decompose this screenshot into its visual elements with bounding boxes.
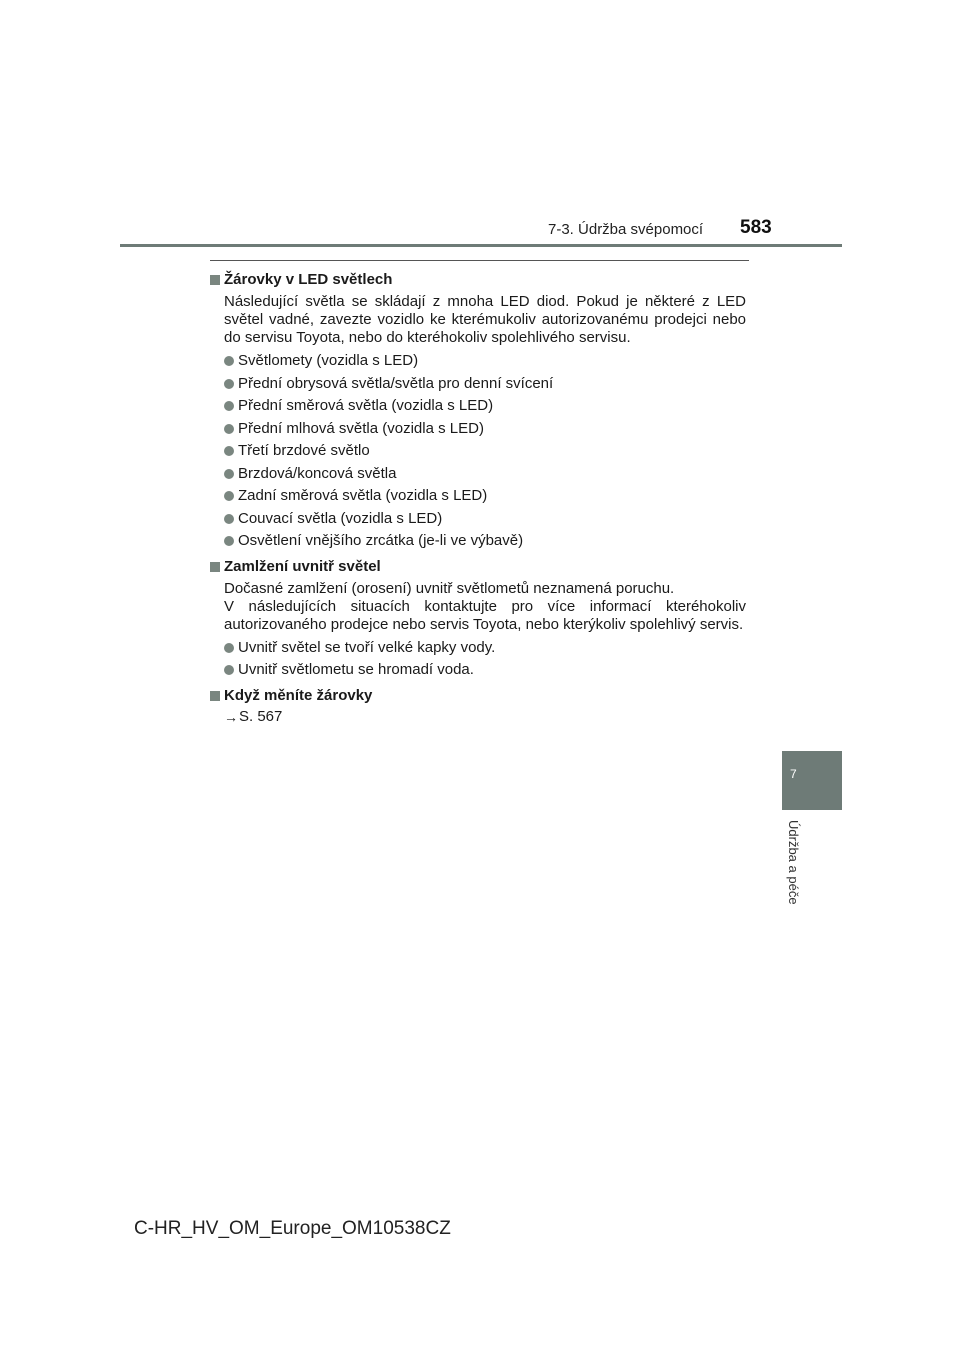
circle-bullet-icon — [224, 356, 234, 366]
page-reference[interactable] — [210, 706, 746, 728]
section-heading-text: Zamlžení uvnitř světel — [224, 557, 381, 575]
list-item — [210, 637, 746, 660]
section-heading-text: Žárovky v LED světlech — [224, 271, 393, 288]
page-reference-text: S. 567 — [239, 707, 283, 725]
list-item — [210, 440, 746, 463]
list-item-text: Uvnitř světlometu se hromadí voda. — [238, 661, 474, 679]
list-item — [210, 508, 746, 531]
list-item — [210, 395, 746, 418]
list-item — [210, 418, 746, 441]
section-heading-text: Když měníte žárovky — [224, 686, 373, 704]
section-paragraph: Následující světla se skládají z mnoha LED diod. Pokud je některé z LED světel vadné, zavezte vozidlo ke kterémukoliv autorizovanému prodejci nebo do servisu Toyota, nebo do kteréhokoliv spolehlivého servisu. — [224, 293, 746, 346]
section-heading-fog — [210, 557, 746, 577]
footer-document-code: C-HR_HV_OM_Europe_OM10538CZ — [134, 1218, 451, 1239]
main-content — [210, 266, 746, 728]
circle-bullet-icon — [224, 446, 234, 456]
list-item-text: Přední mlhová světla (vozidla s LED) — [238, 419, 484, 437]
circle-bullet-icon — [224, 469, 234, 479]
list-item-text: Přední směrová světla (vozidla s LED) — [238, 397, 494, 415]
section-paragraph: V následujících situacích kontaktujte pro více informací kteréhokoliv autorizovaného prodejce nebo servis Toyota, nebo kterýkoliv spolehlivý servis. — [224, 597, 746, 633]
list-item — [210, 350, 746, 373]
list-item-text: Osvětlení vnějšího zrcátka (je-li ve výbavě) — [238, 532, 524, 550]
list-item — [210, 373, 746, 396]
circle-bullet-icon — [224, 424, 234, 434]
circle-bullet-icon — [224, 514, 234, 524]
square-bullet-icon — [210, 691, 220, 701]
circle-bullet-icon — [224, 643, 234, 653]
list-item — [210, 659, 746, 682]
chapter-label: Údržba a péče — [786, 820, 801, 905]
arrow-right-icon: → — [224, 708, 238, 725]
list-item-text: Světlomety (vozidla s LED) — [238, 352, 419, 370]
chapter-number: 7 — [790, 767, 797, 781]
header-divider — [120, 244, 842, 247]
page-number: 583 — [740, 217, 772, 238]
chapter-tab — [782, 751, 842, 810]
section-paragraph: Dočasné zamlžení (orosení) uvnitř světlometů neznamená poruchu. — [224, 579, 675, 597]
circle-bullet-icon — [224, 379, 234, 389]
section-heading-led — [210, 270, 746, 290]
list-item-text: Třetí brzdové světlo — [238, 442, 370, 460]
header-section-title: 7-3. Údržba svépomocí — [548, 221, 704, 238]
content-divider — [210, 260, 749, 261]
square-bullet-icon — [210, 275, 220, 285]
circle-bullet-icon — [224, 665, 234, 675]
circle-bullet-icon — [224, 401, 234, 411]
list-item — [210, 463, 746, 486]
list-item-text: Brzdová/koncová světla — [238, 464, 397, 482]
list-item-text: Couvací světla (vozidla s LED) — [238, 509, 443, 527]
list-item-text: Přední obrysová světla/světla pro denní svícení — [238, 374, 554, 392]
circle-bullet-icon — [224, 491, 234, 501]
list-item-text: Uvnitř světel se tvoří velké kapky vody. — [238, 638, 496, 656]
list-item-text: Zadní směrová světla (vozidla s LED) — [238, 487, 488, 505]
list-item — [210, 485, 746, 508]
section-heading-bulbs — [210, 686, 746, 706]
list-item — [210, 530, 746, 553]
square-bullet-icon — [210, 562, 220, 572]
circle-bullet-icon — [224, 536, 234, 546]
